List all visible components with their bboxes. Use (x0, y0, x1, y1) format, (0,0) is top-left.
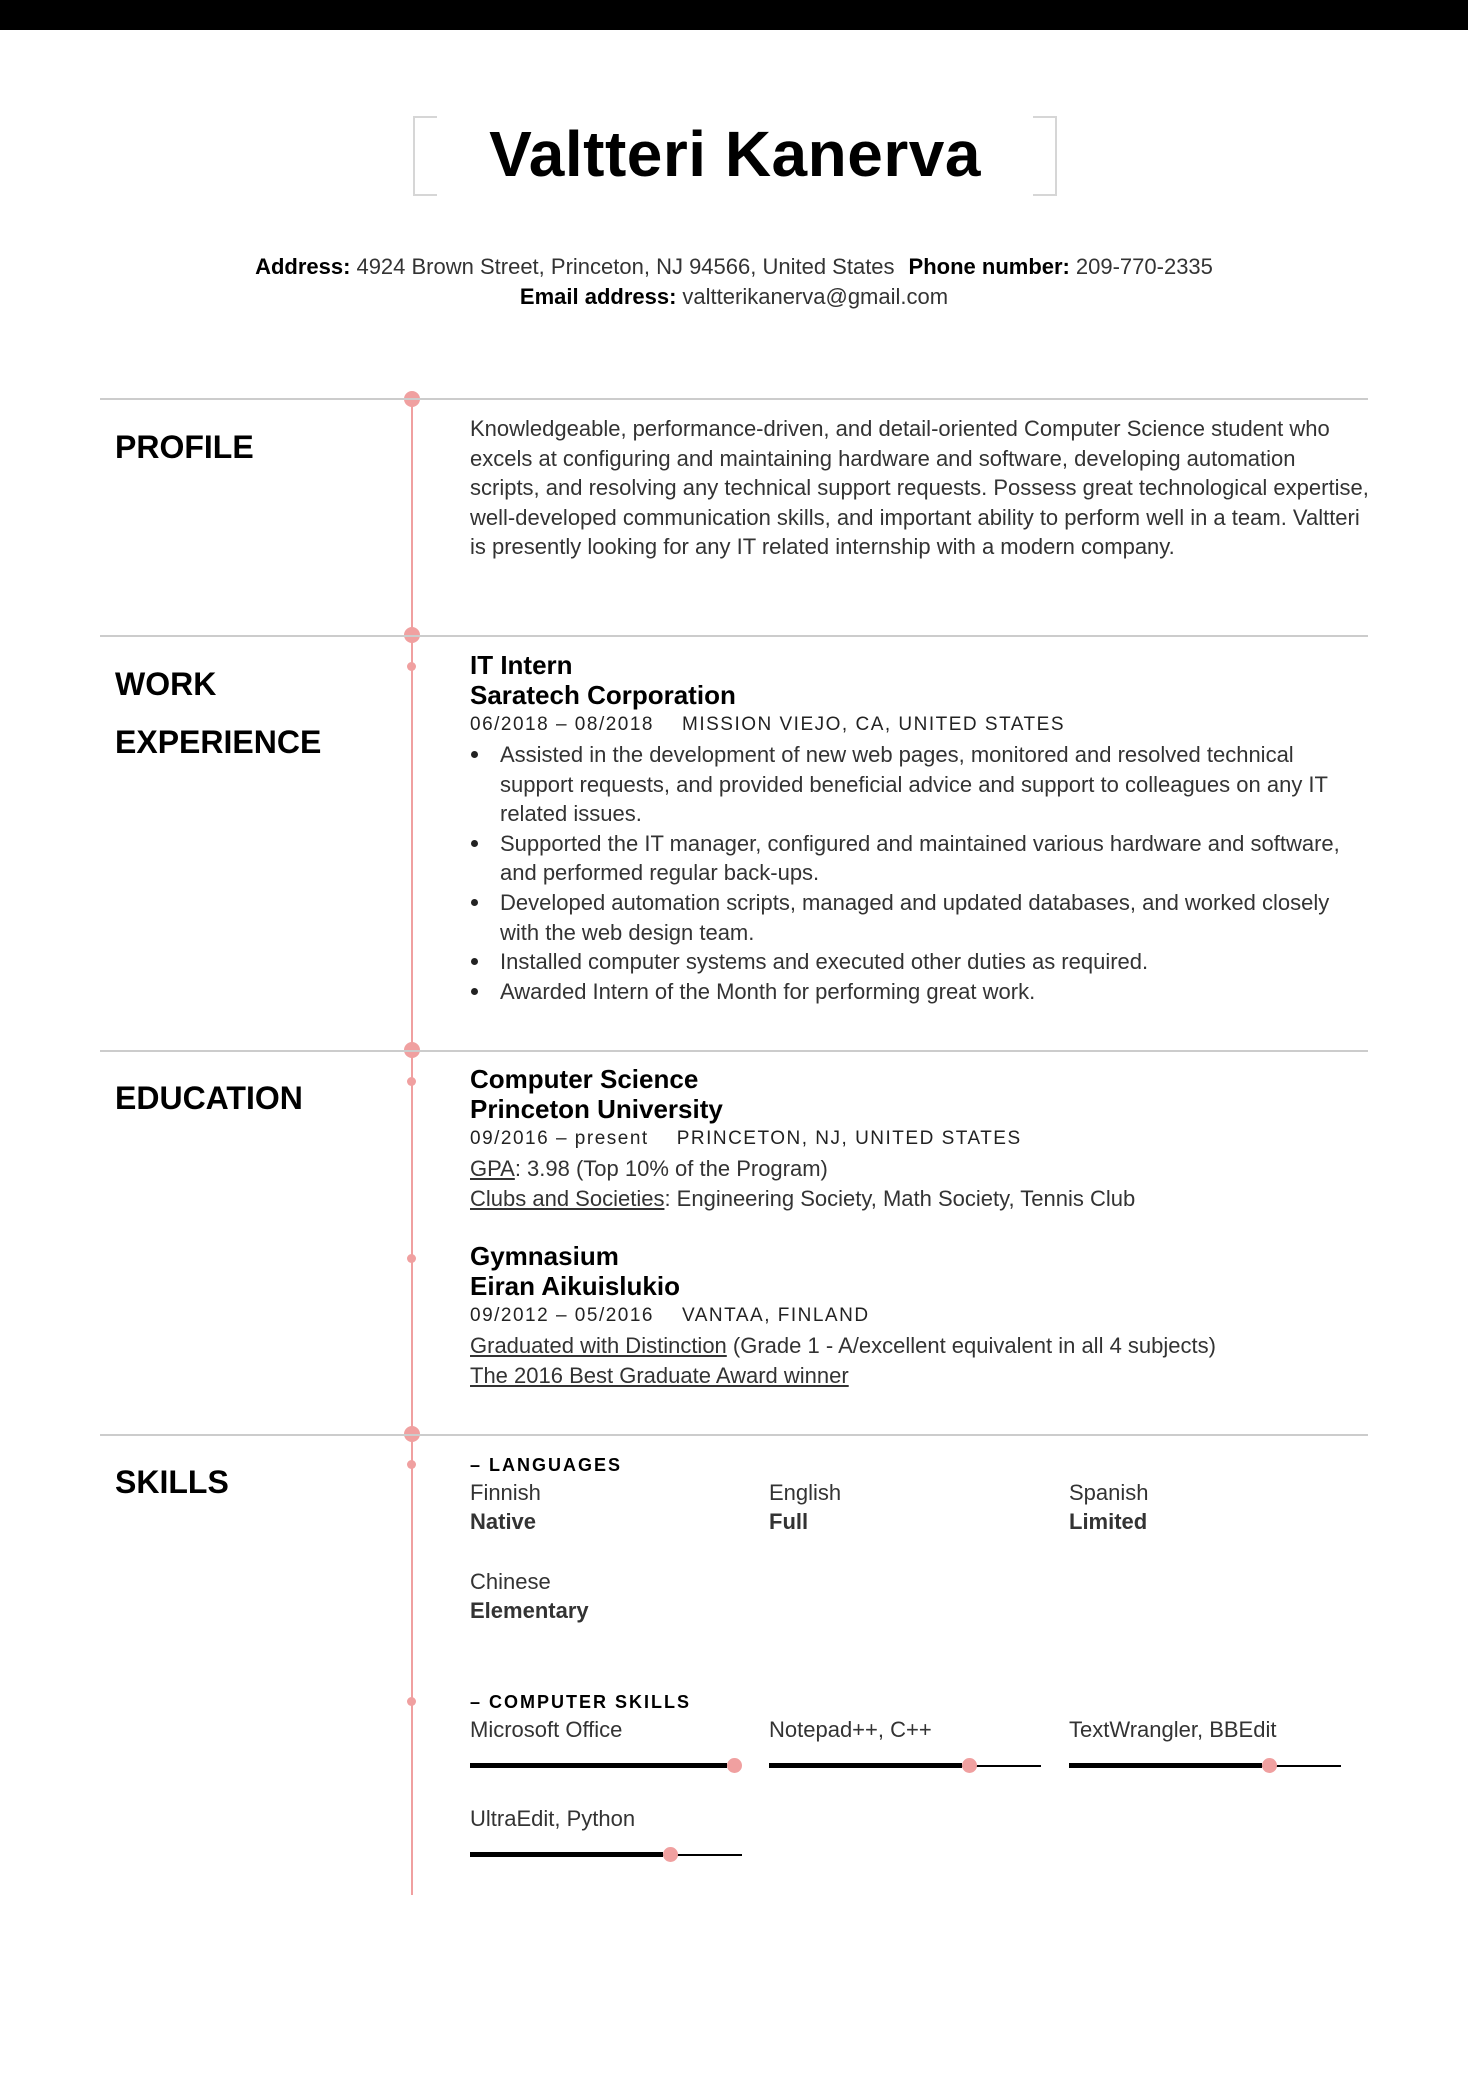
candidate-name: Valtteri Kanerva (489, 118, 981, 190)
job-company: Saratech Corporation (470, 680, 736, 710)
timeline-dot-edu-2 (407, 1254, 416, 1263)
job-bullet: Developed automation scripts, managed and updated databases, and worked closely with the web design team. (500, 888, 1370, 947)
language-name: Finnish (470, 1480, 541, 1505)
edu-degree: Computer Science (470, 1064, 699, 1094)
job-bullet: Supported the IT manager, configured and maintained various hardware and software, and performed regular back-ups. (500, 829, 1370, 888)
skill-bar-fill (1069, 1763, 1262, 1768)
job-bullet: Assisted in the development of new web pages, monitored and resolved technical support requests, and provided beneficial advice and support to colleagues on any IT related issues. (500, 740, 1370, 829)
computer-skill (470, 1715, 750, 1774)
profile-section (470, 414, 1370, 562)
section-title-education: EDUCATION (115, 1080, 303, 1116)
language-item (769, 1478, 1049, 1536)
edu-detail-text: : 3.98 (Top 10% of the Program) (514, 1156, 828, 1181)
timeline-dot-job (407, 662, 416, 671)
section-title-profile: PROFILE (115, 429, 254, 465)
job-bullet: Installed computer systems and executed other duties as required. (500, 947, 1370, 977)
section-title-skills: SKILLS (115, 1464, 229, 1500)
computer-skill (769, 1715, 1049, 1774)
profile-summary: Knowledgeable, performance-driven, and detail-oriented Computer Science student who excels at configuring and maintaining hardware and software, developing automation scripts, and resolving any technical support requests. Possess great technological expertise, well-developed communication skills, and important ability to perform well in a team. Valtteri is presently looking for any IT related internship with a modern company. (470, 416, 1369, 560)
section-divider (100, 1050, 1368, 1052)
edu-detail (470, 1361, 1370, 1391)
section-title-work-line2: EXPERIENCE (115, 724, 322, 760)
language-level: Elementary (470, 1598, 589, 1623)
section-title-work (115, 655, 395, 771)
edu-dates: 09/2016 – present (470, 1128, 649, 1149)
timeline-dot-edu-1 (407, 1077, 416, 1086)
edu-detail-link: GPA (470, 1156, 515, 1181)
skill-bar-knob (727, 1758, 742, 1773)
edu-location: PRINCETON, NJ, UNITED STATES (676, 1128, 1022, 1149)
languages-heading: – LANGUAGES (470, 1455, 623, 1475)
phone-value: 209-770-2335 (1075, 254, 1213, 279)
section-divider (100, 1434, 1368, 1436)
education-entry-1 (470, 1064, 1370, 1213)
skill-bar-knob (962, 1758, 977, 1773)
section-divider (100, 398, 1368, 400)
computer-skill (470, 1804, 750, 1863)
job-location: MISSION VIEJO, CA, UNITED STATES (682, 714, 1066, 735)
edu-detail-link: The 2016 Best Graduate Award winner (470, 1362, 849, 1388)
skill-level-bar (470, 1847, 742, 1863)
edu-detail-link: Clubs and Societies (470, 1185, 665, 1211)
skill-bar-fill (769, 1763, 962, 1768)
skill-bar-knob (1262, 1758, 1277, 1773)
skill-level-bar (470, 1758, 742, 1774)
job-meta (470, 710, 1370, 740)
job-bullet: Awarded Intern of the Month for performing great work. (500, 977, 1370, 1007)
top-bar (0, 0, 1468, 30)
timeline-dot-computer (407, 1697, 416, 1706)
language-name: Chinese (470, 1569, 551, 1594)
email-value[interactable]: valtterikanerva@gmail.com (682, 284, 949, 309)
edu-detail-text: (Grade 1 - A/excellent equivalent in all 4 subjects) (726, 1333, 1216, 1358)
phone-label: Phone number: (908, 254, 1070, 279)
edu-detail (470, 1184, 1370, 1214)
email-label: Email address: (519, 284, 677, 309)
job-title: IT Intern (470, 650, 573, 680)
contact-line-2 (0, 282, 1468, 312)
section-title-work-line1: WORK (115, 666, 217, 702)
skill-name: UltraEdit, Python (470, 1806, 636, 1831)
computer-skills-heading: – COMPUTER SKILLS (470, 1692, 692, 1712)
skill-bar-fill (470, 1852, 663, 1857)
skill-name: TextWrangler, BBEdit (1069, 1717, 1277, 1742)
edu-detail (470, 1331, 1370, 1361)
language-name: Spanish (1069, 1480, 1149, 1505)
language-item (470, 1478, 750, 1536)
language-level: Native (470, 1509, 537, 1534)
job-dates: 06/2018 – 08/2018 (470, 714, 654, 735)
edu-school: Princeton University (470, 1094, 723, 1124)
skill-name: Notepad++, C++ (769, 1717, 932, 1742)
education-entry-2 (470, 1241, 1370, 1390)
section-divider (100, 635, 1368, 637)
edu-school: Eiran Aikuislukio (470, 1271, 680, 1301)
edu-detail (470, 1154, 1370, 1184)
job-bullets (470, 740, 1370, 1006)
edu-location: VANTAA, FINLAND (682, 1305, 870, 1326)
contact-line-1 (0, 252, 1468, 282)
edu-meta (470, 1124, 1370, 1154)
edu-degree: Gymnasium (470, 1241, 619, 1271)
skill-bar-fill (470, 1763, 727, 1768)
language-name: English (769, 1480, 842, 1505)
computer-skill (1069, 1715, 1349, 1774)
skill-bar-knob (663, 1847, 678, 1862)
skill-level-bar (1069, 1758, 1341, 1774)
address-value: 4924 Brown Street, Princeton, NJ 94566, United States (356, 254, 895, 279)
language-item (1069, 1478, 1349, 1536)
edu-dates: 09/2012 – 05/2016 (470, 1305, 654, 1326)
language-level: Limited (1069, 1509, 1148, 1534)
language-item (470, 1567, 750, 1625)
work-section (470, 650, 1370, 1006)
edu-meta (470, 1301, 1370, 1331)
timeline-line (411, 399, 413, 1895)
address-label: Address: (255, 254, 351, 279)
language-level: Full (769, 1509, 809, 1534)
skill-level-bar (769, 1758, 1041, 1774)
edu-detail-text: : Engineering Society, Math Society, Tennis Club (664, 1185, 1136, 1211)
timeline-dot-languages (407, 1460, 416, 1469)
edu-detail-link: Graduated with Distinction (470, 1333, 727, 1358)
skill-name: Microsoft Office (470, 1717, 623, 1742)
